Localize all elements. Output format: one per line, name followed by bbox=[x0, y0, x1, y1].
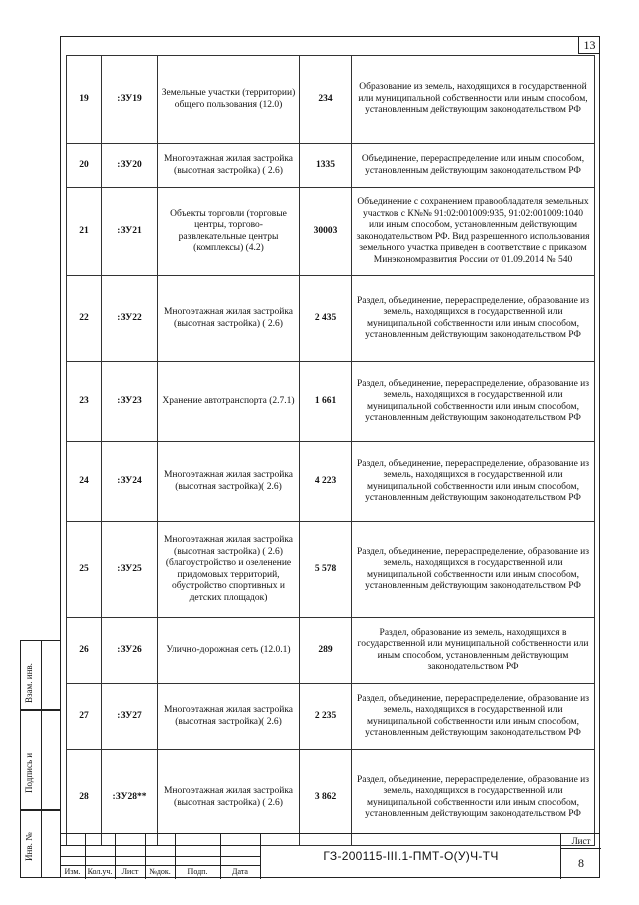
row-number: 27 bbox=[67, 684, 102, 750]
plot-area: 30003 bbox=[300, 188, 352, 276]
table-row bbox=[67, 56, 595, 144]
permitted-use: Многоэтажная жилая застройка (высотная застройка) ( 2.6) bbox=[158, 750, 300, 846]
plot-code: :ЗУ25 bbox=[102, 522, 158, 618]
table-row bbox=[67, 618, 595, 684]
permitted-use: Земельные участки (территории) общего пользования (12.0) bbox=[158, 56, 300, 144]
permitted-use: Многоэтажная жилая застройка (высотная застройка) ( 2.6) (благоустройство и озеленение придомовых территорий, обустройство спортивных и детских площадок) bbox=[158, 522, 300, 618]
table-row bbox=[67, 188, 595, 276]
table-row bbox=[67, 144, 595, 188]
sheet-label: Лист bbox=[561, 834, 601, 849]
plot-code: :ЗУ19 bbox=[102, 56, 158, 144]
plot-code: :ЗУ22 bbox=[102, 276, 158, 362]
corner-page-number: 13 bbox=[578, 36, 600, 54]
row-number: 26 bbox=[67, 618, 102, 684]
row-number: 23 bbox=[67, 362, 102, 442]
plot-code: :ЗУ27 bbox=[102, 684, 158, 750]
table-row bbox=[67, 522, 595, 618]
plot-area: 289 bbox=[300, 618, 352, 684]
plot-code: :ЗУ26 bbox=[102, 618, 158, 684]
formation-method: Объединение, перераспределение или иным способом, установленным действующим законодательством РФ bbox=[352, 144, 595, 188]
formation-method: Объединение с сохранением правообладателя земельных участков с К№№ 91:02:001009:935, 91:02:001009:1040 или иным способом, установленным действующим законодательством РФ. Вид разрешенного использования земельного участка приведен в соответствие с приказом Минэкономразвития России от 01.09.2014 № 540 bbox=[352, 188, 595, 276]
plot-code: :ЗУ28** bbox=[102, 750, 158, 846]
formation-method: Раздел, объединение, перераспределение, образование из земель, находящихся в государственной или муниципальной собственности или иным способом, установленным действующим законодательством РФ bbox=[352, 276, 595, 362]
formation-method: Раздел, объединение, перераспределение, образование из земель, находящихся в государственной или муниципальной собственности или иным способом, установленным действующим законодательством РФ bbox=[352, 362, 595, 442]
stamp-label-izm: Изм. bbox=[64, 867, 81, 876]
formation-method: Раздел, образование из земель, находящихся в государственной или муниципальной собственности или иным способом, установленным действующим законодательством РФ bbox=[352, 618, 595, 684]
permitted-use: Многоэтажная жилая застройка (высотная застройка)( 2.6) bbox=[158, 442, 300, 522]
plot-area: 1335 bbox=[300, 144, 352, 188]
side-label-inv: Инв. № bbox=[24, 832, 34, 861]
side-stamp-inv bbox=[20, 810, 60, 878]
formation-method: Раздел, объединение, перераспределение, образование из земель, находящихся в государственной или муниципальной собственности или иным способом, установленным действующим законодательством РФ bbox=[352, 750, 595, 846]
sheet-box bbox=[560, 834, 601, 879]
row-number: 20 bbox=[67, 144, 102, 188]
stamp-label-podp: Подп. bbox=[187, 867, 208, 876]
side-label-vzam: Взам. инв. bbox=[24, 663, 34, 703]
stamp-label-list: Лист bbox=[121, 867, 139, 876]
table-row bbox=[67, 442, 595, 522]
formation-method: Образование из земель, находящихся в государственной или муниципальной собственности или иным способом, установленным действующим законодательством РФ bbox=[352, 56, 595, 144]
plot-area: 4 223 bbox=[300, 442, 352, 522]
permitted-use: Улично-дорожная сеть (12.0.1) bbox=[158, 618, 300, 684]
side-stamp-vzam bbox=[20, 640, 60, 710]
table-row bbox=[67, 684, 595, 750]
title-block bbox=[60, 833, 600, 878]
permitted-use: Многоэтажная жилая застройка (высотная застройка) ( 2.6) bbox=[158, 144, 300, 188]
sheet-number: 8 bbox=[578, 856, 584, 870]
table-row bbox=[67, 276, 595, 362]
formation-method: Раздел, объединение, перераспределение, образование из земель, находящихся в государственной или муниципальной собственности или иным способом, установленным действующим законодательством РФ bbox=[352, 442, 595, 522]
plot-area: 1 661 bbox=[300, 362, 352, 442]
side-stamp-podpis bbox=[20, 710, 60, 810]
row-number: 28 bbox=[67, 750, 102, 846]
plot-code: :ЗУ24 bbox=[102, 442, 158, 522]
plot-area: 234 bbox=[300, 56, 352, 144]
plot-area: 3 862 bbox=[300, 750, 352, 846]
stamp-label-data: Дата bbox=[232, 867, 248, 876]
formation-method: Раздел, объединение, перераспределение, образование из земель, находящихся в государственной или муниципальной собственности или иным способом, установленным действующим законодательством РФ bbox=[352, 522, 595, 618]
plot-code: :ЗУ23 bbox=[102, 362, 158, 442]
plot-code: :ЗУ21 bbox=[102, 188, 158, 276]
plot-area: 2 235 bbox=[300, 684, 352, 750]
permitted-use: Хранение автотранспорта (2.7.1) bbox=[158, 362, 300, 442]
plot-area: 2 435 bbox=[300, 276, 352, 362]
row-number: 25 bbox=[67, 522, 102, 618]
row-number: 21 bbox=[67, 188, 102, 276]
plot-code: :ЗУ20 bbox=[102, 144, 158, 188]
row-number: 24 bbox=[67, 442, 102, 522]
document-code: ГЗ-200115-III.1-ПМТ-О(У)Ч-ТЧ bbox=[260, 834, 561, 879]
stamp-label-koluch: Кол.уч. bbox=[87, 867, 113, 876]
table-row bbox=[67, 362, 595, 442]
side-label-podpis: Подпись и bbox=[24, 752, 34, 793]
revision-grid bbox=[60, 834, 260, 879]
permitted-use: Объекты торговли (торговые центры, торгово-развлекательные центры (комплексы) (4.2) bbox=[158, 188, 300, 276]
formation-method: Раздел, объединение, перераспределение, образование из земель, находящихся в государственной или муниципальной собственности или иным способом, установленным действующим законодательством РФ bbox=[352, 684, 595, 750]
table-row bbox=[67, 750, 595, 846]
permitted-use: Многоэтажная жилая застройка (высотная застройка) ( 2.6) bbox=[158, 276, 300, 362]
permitted-use: Многоэтажная жилая застройка (высотная застройка)( 2.6) bbox=[158, 684, 300, 750]
land-plots-table bbox=[66, 55, 595, 846]
stamp-label-ndok: №док. bbox=[149, 867, 171, 876]
row-number: 22 bbox=[67, 276, 102, 362]
plot-area: 5 578 bbox=[300, 522, 352, 618]
row-number: 19 bbox=[67, 56, 102, 144]
